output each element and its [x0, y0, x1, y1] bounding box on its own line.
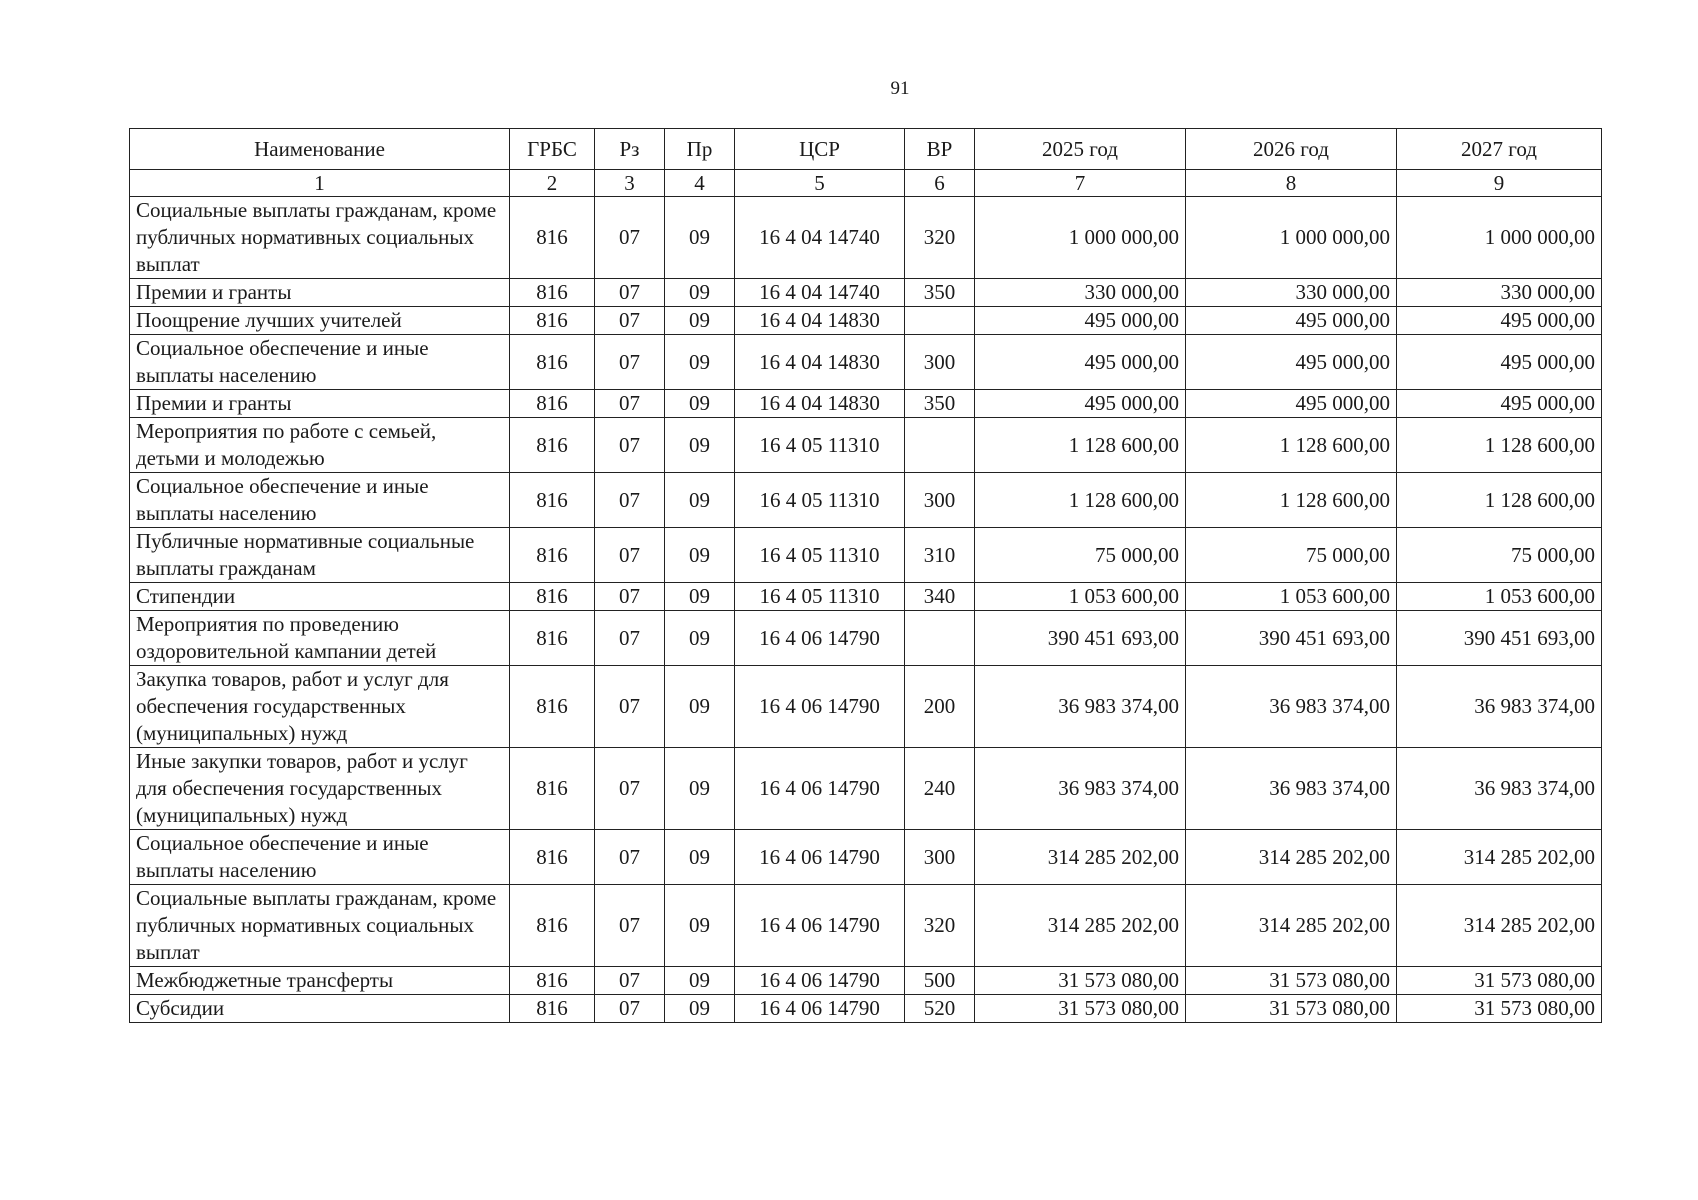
page-number: 91	[890, 78, 910, 99]
cell-csr: 16 4 06 14790	[735, 748, 905, 830]
cell-rz: 07	[595, 307, 665, 335]
cell-amount-2027: 1 053 600,00	[1397, 583, 1602, 611]
cell-amount-2026: 31 573 080,00	[1186, 967, 1397, 995]
cell-rz: 07	[595, 885, 665, 967]
cell-name: Межбюджетные трансферты	[130, 967, 510, 995]
cell-rz: 07	[595, 611, 665, 666]
cell-amount-2027: 36 983 374,00	[1397, 748, 1602, 830]
cell-name: Социальное обеспечение и иные выплаты населению	[130, 335, 510, 390]
cell-pr: 09	[665, 197, 735, 279]
header-grbs: ГРБС	[510, 129, 595, 170]
column-number: 2	[510, 170, 595, 197]
cell-grbs: 816	[510, 418, 595, 473]
header-name: Наименование	[130, 129, 510, 170]
cell-name: Социальные выплаты гражданам, кроме публичных нормативных социальных выплат	[130, 885, 510, 967]
cell-pr: 09	[665, 473, 735, 528]
cell-grbs: 816	[510, 885, 595, 967]
cell-amount-2025: 1 128 600,00	[975, 418, 1186, 473]
cell-name: Поощрение лучших учителей	[130, 307, 510, 335]
cell-amount-2025: 314 285 202,00	[975, 830, 1186, 885]
table-row	[130, 279, 1602, 307]
cell-grbs: 816	[510, 830, 595, 885]
cell-name: Премии и гранты	[130, 279, 510, 307]
cell-amount-2027: 314 285 202,00	[1397, 885, 1602, 967]
cell-rz: 07	[595, 967, 665, 995]
cell-vr: 350	[905, 390, 975, 418]
cell-rz: 07	[595, 583, 665, 611]
column-number: 4	[665, 170, 735, 197]
cell-name: Стипендии	[130, 583, 510, 611]
cell-name: Социальные выплаты гражданам, кроме публичных нормативных социальных выплат	[130, 197, 510, 279]
cell-amount-2025: 1 128 600,00	[975, 473, 1186, 528]
cell-csr: 16 4 05 11310	[735, 473, 905, 528]
table-row	[130, 885, 1602, 967]
cell-pr: 09	[665, 528, 735, 583]
cell-name: Публичные нормативные социальные выплаты гражданам	[130, 528, 510, 583]
cell-pr: 09	[665, 611, 735, 666]
cell-grbs: 816	[510, 583, 595, 611]
cell-rz: 07	[595, 279, 665, 307]
cell-name: Премии и гранты	[130, 390, 510, 418]
cell-rz: 07	[595, 666, 665, 748]
table-row	[130, 830, 1602, 885]
cell-vr: 320	[905, 885, 975, 967]
table-row	[130, 967, 1602, 995]
cell-amount-2027: 495 000,00	[1397, 390, 1602, 418]
cell-grbs: 816	[510, 748, 595, 830]
cell-amount-2025: 1 053 600,00	[975, 583, 1186, 611]
cell-vr: 350	[905, 279, 975, 307]
cell-rz: 07	[595, 390, 665, 418]
cell-amount-2025: 330 000,00	[975, 279, 1186, 307]
cell-pr: 09	[665, 830, 735, 885]
cell-amount-2027: 31 573 080,00	[1397, 995, 1602, 1023]
table-row	[130, 995, 1602, 1023]
cell-amount-2026: 36 983 374,00	[1186, 748, 1397, 830]
cell-grbs: 816	[510, 528, 595, 583]
table-row	[130, 611, 1602, 666]
cell-amount-2027: 1 128 600,00	[1397, 473, 1602, 528]
cell-grbs: 816	[510, 967, 595, 995]
cell-amount-2027: 36 983 374,00	[1397, 666, 1602, 748]
cell-csr: 16 4 06 14790	[735, 885, 905, 967]
cell-grbs: 816	[510, 197, 595, 279]
cell-csr: 16 4 05 11310	[735, 418, 905, 473]
cell-amount-2026: 1 128 600,00	[1186, 418, 1397, 473]
table-row	[130, 748, 1602, 830]
cell-amount-2027: 1 128 600,00	[1397, 418, 1602, 473]
cell-csr: 16 4 04 14830	[735, 335, 905, 390]
cell-name: Социальное обеспечение и иные выплаты населению	[130, 473, 510, 528]
cell-csr: 16 4 05 11310	[735, 528, 905, 583]
table-row	[130, 418, 1602, 473]
cell-csr: 16 4 04 14830	[735, 307, 905, 335]
cell-amount-2026: 314 285 202,00	[1186, 885, 1397, 967]
cell-amount-2026: 1 053 600,00	[1186, 583, 1397, 611]
cell-pr: 09	[665, 885, 735, 967]
cell-pr: 09	[665, 748, 735, 830]
cell-grbs: 816	[510, 666, 595, 748]
cell-amount-2027: 314 285 202,00	[1397, 830, 1602, 885]
cell-amount-2027: 495 000,00	[1397, 335, 1602, 390]
cell-vr: 240	[905, 748, 975, 830]
cell-grbs: 816	[510, 995, 595, 1023]
cell-grbs: 816	[510, 473, 595, 528]
cell-vr: 200	[905, 666, 975, 748]
cell-grbs: 816	[510, 307, 595, 335]
cell-vr: 300	[905, 473, 975, 528]
cell-amount-2025: 1 000 000,00	[975, 197, 1186, 279]
header-pr: Пр	[665, 129, 735, 170]
cell-pr: 09	[665, 995, 735, 1023]
cell-pr: 09	[665, 666, 735, 748]
cell-csr: 16 4 04 14830	[735, 390, 905, 418]
cell-amount-2026: 1 128 600,00	[1186, 473, 1397, 528]
cell-amount-2026: 314 285 202,00	[1186, 830, 1397, 885]
budget-table	[129, 128, 1602, 1023]
cell-pr: 09	[665, 390, 735, 418]
cell-vr: 320	[905, 197, 975, 279]
cell-vr: 520	[905, 995, 975, 1023]
column-number: 7	[975, 170, 1186, 197]
column-number: 8	[1186, 170, 1397, 197]
table-row	[130, 666, 1602, 748]
table-row	[130, 307, 1602, 335]
cell-name: Социальное обеспечение и иные выплаты населению	[130, 830, 510, 885]
cell-amount-2025: 495 000,00	[975, 335, 1186, 390]
cell-amount-2027: 330 000,00	[1397, 279, 1602, 307]
cell-name: Закупка товаров, работ и услуг для обеспечения государственных (муниципальных) нужд	[130, 666, 510, 748]
cell-vr: 300	[905, 335, 975, 390]
cell-grbs: 816	[510, 279, 595, 307]
header-rz: Рз	[595, 129, 665, 170]
cell-pr: 09	[665, 335, 735, 390]
cell-amount-2026: 495 000,00	[1186, 335, 1397, 390]
cell-rz: 07	[595, 473, 665, 528]
cell-vr: 500	[905, 967, 975, 995]
cell-pr: 09	[665, 967, 735, 995]
cell-rz: 07	[595, 830, 665, 885]
cell-amount-2026: 31 573 080,00	[1186, 995, 1397, 1023]
cell-name: Субсидии	[130, 995, 510, 1023]
cell-amount-2026: 330 000,00	[1186, 279, 1397, 307]
cell-amount-2026: 495 000,00	[1186, 390, 1397, 418]
cell-csr: 16 4 06 14790	[735, 830, 905, 885]
header-2026: 2026 год	[1186, 129, 1397, 170]
cell-csr: 16 4 06 14790	[735, 666, 905, 748]
cell-amount-2026: 390 451 693,00	[1186, 611, 1397, 666]
cell-pr: 09	[665, 418, 735, 473]
table-body	[130, 197, 1602, 1023]
header-vr: ВР	[905, 129, 975, 170]
table-row	[130, 335, 1602, 390]
cell-amount-2026: 36 983 374,00	[1186, 666, 1397, 748]
header-2027: 2027 год	[1397, 129, 1602, 170]
cell-amount-2025: 314 285 202,00	[975, 885, 1186, 967]
cell-amount-2025: 75 000,00	[975, 528, 1186, 583]
cell-rz: 07	[595, 995, 665, 1023]
cell-csr: 16 4 06 14790	[735, 995, 905, 1023]
cell-rz: 07	[595, 197, 665, 279]
header-csr: ЦСР	[735, 129, 905, 170]
cell-pr: 09	[665, 279, 735, 307]
cell-csr: 16 4 06 14790	[735, 967, 905, 995]
header-2025: 2025 год	[975, 129, 1186, 170]
cell-name: Мероприятия по работе с семьей, детьми и молодежью	[130, 418, 510, 473]
cell-amount-2025: 36 983 374,00	[975, 666, 1186, 748]
column-number: 6	[905, 170, 975, 197]
cell-csr: 16 4 06 14790	[735, 611, 905, 666]
cell-amount-2027: 390 451 693,00	[1397, 611, 1602, 666]
cell-amount-2027: 1 000 000,00	[1397, 197, 1602, 279]
cell-amount-2025: 495 000,00	[975, 307, 1186, 335]
column-number: 9	[1397, 170, 1602, 197]
cell-vr: 340	[905, 583, 975, 611]
cell-amount-2026: 75 000,00	[1186, 528, 1397, 583]
cell-csr: 16 4 04 14740	[735, 279, 905, 307]
cell-rz: 07	[595, 528, 665, 583]
cell-vr	[905, 307, 975, 335]
table-row	[130, 583, 1602, 611]
column-number-row	[130, 170, 1602, 197]
cell-pr: 09	[665, 583, 735, 611]
cell-rz: 07	[595, 748, 665, 830]
cell-amount-2025: 31 573 080,00	[975, 967, 1186, 995]
cell-amount-2025: 36 983 374,00	[975, 748, 1186, 830]
cell-grbs: 816	[510, 611, 595, 666]
cell-rz: 07	[595, 418, 665, 473]
cell-vr: 300	[905, 830, 975, 885]
cell-vr: 310	[905, 528, 975, 583]
cell-name: Иные закупки товаров, работ и услуг для обеспечения государственных (муниципальных) нужд	[130, 748, 510, 830]
cell-amount-2026: 1 000 000,00	[1186, 197, 1397, 279]
cell-amount-2027: 31 573 080,00	[1397, 967, 1602, 995]
table-row	[130, 473, 1602, 528]
cell-rz: 07	[595, 335, 665, 390]
cell-name: Мероприятия по проведению оздоровительной кампании детей	[130, 611, 510, 666]
cell-amount-2025: 31 573 080,00	[975, 995, 1186, 1023]
cell-pr: 09	[665, 307, 735, 335]
column-number: 5	[735, 170, 905, 197]
header-row	[130, 129, 1602, 170]
table-row	[130, 197, 1602, 279]
cell-csr: 16 4 05 11310	[735, 583, 905, 611]
column-number: 1	[130, 170, 510, 197]
cell-amount-2027: 495 000,00	[1397, 307, 1602, 335]
table-row	[130, 528, 1602, 583]
column-number: 3	[595, 170, 665, 197]
cell-grbs: 816	[510, 390, 595, 418]
cell-csr: 16 4 04 14740	[735, 197, 905, 279]
cell-amount-2025: 495 000,00	[975, 390, 1186, 418]
cell-amount-2027: 75 000,00	[1397, 528, 1602, 583]
cell-vr	[905, 611, 975, 666]
cell-vr	[905, 418, 975, 473]
table-row	[130, 390, 1602, 418]
cell-amount-2026: 495 000,00	[1186, 307, 1397, 335]
cell-amount-2025: 390 451 693,00	[975, 611, 1186, 666]
cell-grbs: 816	[510, 335, 595, 390]
